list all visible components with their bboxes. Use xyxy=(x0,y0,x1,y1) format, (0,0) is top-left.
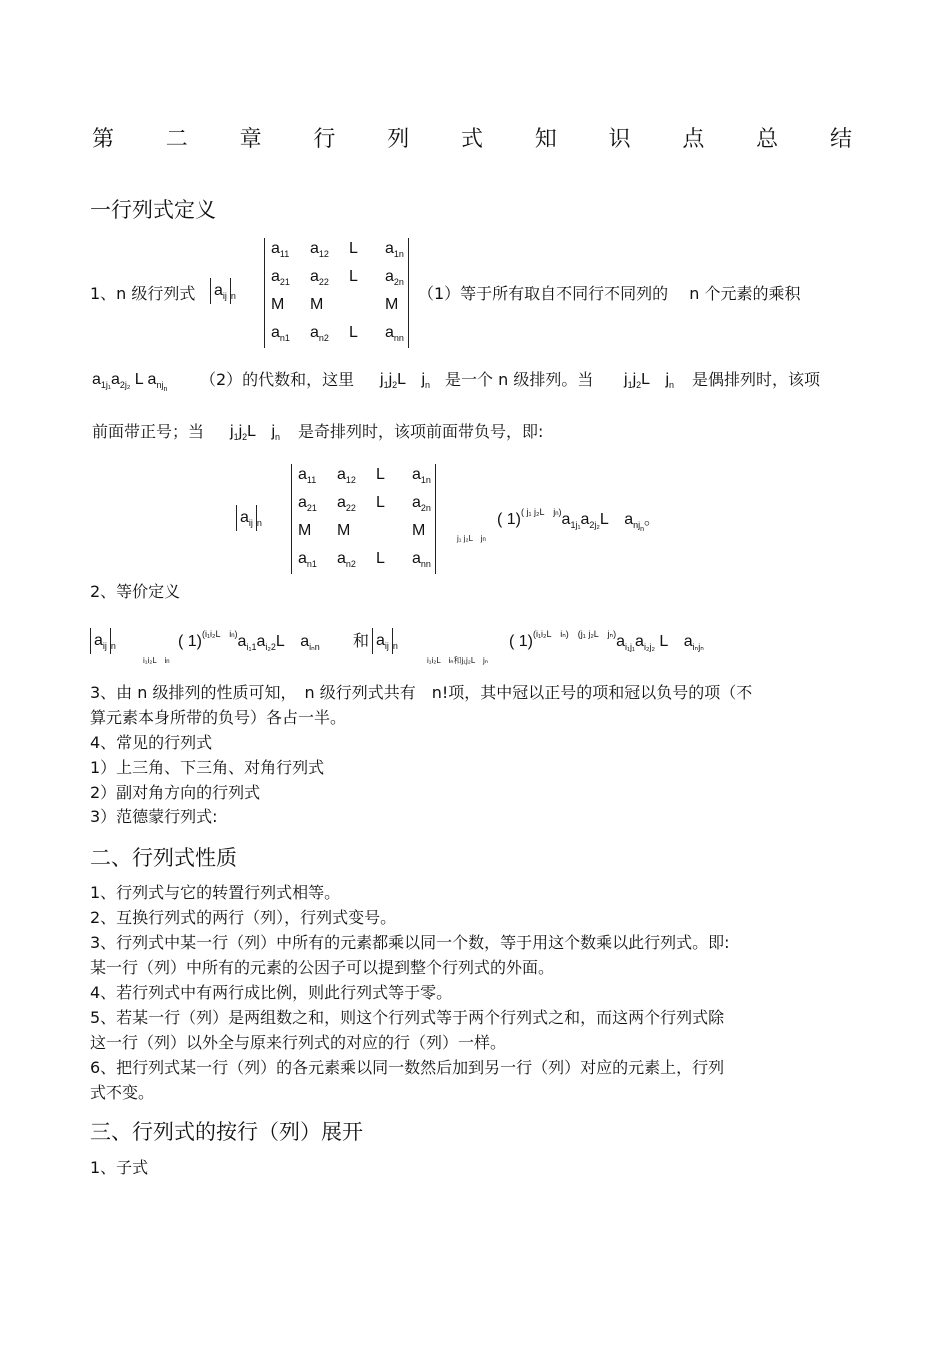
matrix-entry: $a_{nn}$ xyxy=(385,324,404,343)
def1-line3-b: 是奇排列时，该项前面带负号，即: xyxy=(298,422,544,441)
determinant-matrix-1 xyxy=(264,238,409,348)
title-char: 点 xyxy=(682,127,705,152)
section-heading-expansion: 三、行列式的按行（列）展开 xyxy=(90,1120,363,1144)
page-title xyxy=(92,122,852,153)
property-line: 2、互换行列式的两行（列），行列式变号。 xyxy=(90,908,397,927)
para-3-line2: 算元素本身所带的负号）各占一半。 xyxy=(90,708,347,727)
perm-j: $j_1j_2L$ $j_n$ xyxy=(380,371,431,390)
para-4-2: 2）副对角方向的行列式 xyxy=(90,783,261,802)
def2-heading: 2、等价定义 xyxy=(90,582,181,601)
matrix-entry: $a_{22}$ xyxy=(310,268,329,287)
matrix-entry: $a_{12}$ xyxy=(337,466,356,485)
para-4-3: 3）范德蒙行列式: xyxy=(90,807,218,826)
expansion-item-1: 1、子式 xyxy=(90,1158,149,1177)
def2-and: 和 xyxy=(353,631,370,650)
sum-subscript: i₁i₂L iₙ和j₁j₂L jₙ xyxy=(427,656,488,665)
matrix-entry: $a_{22}$ xyxy=(337,494,356,513)
sign-formula: ( $1)^{( j_1 j_2L jn)}a_{1j_1}a_{2j_2}L$ $a_{nj_n}$。 xyxy=(497,507,661,533)
matrix-entry: L xyxy=(349,268,358,285)
title-char: 二 xyxy=(165,127,188,152)
equiv-formula-2-body: ( $1)^{(i_1i_2L i_n) (j_1 j_2L j_n)}a_{i_1j_1}a_{i_2j_2}$ L $a_{i_nj_n}$ xyxy=(509,629,704,652)
para-4: 4、常见的行列式 xyxy=(90,733,213,752)
det-symbol-aij: $a_{ij}$ $_n$ xyxy=(236,505,262,531)
matrix-entry: M xyxy=(385,296,399,313)
title-char: 识 xyxy=(608,127,631,152)
perm-j: $j_1j_2L$ $j_n$ xyxy=(230,423,281,442)
title-char: 行 xyxy=(313,127,336,152)
matrix-entry: $a_{1n}$ xyxy=(412,466,431,485)
section-heading-properties: 二、行列式性质 xyxy=(90,846,237,870)
def1-line2-b: 是一个 n 级排列。当 xyxy=(445,370,594,389)
matrix-entry: L xyxy=(376,494,385,511)
perm-j: $j_1j_2L$ $j_n$ xyxy=(624,371,675,390)
equiv-formula-1: $a_{ij}$ $_n$ xyxy=(90,628,116,654)
matrix-entry: L xyxy=(349,240,358,257)
def1-line2-a: （2）的代数和，这里 xyxy=(200,370,355,389)
matrix-entry: $a_{2n}$ xyxy=(385,268,404,287)
property-line: 式不变。 xyxy=(90,1083,155,1102)
para-3-line1: 3、由 n 级排列的性质可知， n 级行列式共有 n!项，其中冠以正号的项和冠以负号的项（不 xyxy=(90,683,753,702)
property-line: 6、把行列式某一行（列）的各元素乘以同一数然后加到另一行（列）对应的元素上，行列 xyxy=(90,1058,725,1077)
matrix-entry: $a_{n2}$ xyxy=(337,550,356,569)
property-line: 某一行（列）中所有的元素的公因子可以提到整个行列式的外面。 xyxy=(90,958,555,977)
property-line: 4、若行列式中有两行成比例，则此行列式等于零。 xyxy=(90,983,453,1002)
equiv-formula-2: $a_{ij}$ $_n$ xyxy=(372,628,398,654)
property-line: 5、若某一行（列）是两组数之和，则这个行列式等于两个行列式之和，而这两个行列式除 xyxy=(90,1008,725,1027)
matrix-entry: M xyxy=(337,522,351,539)
matrix-entry: $a_{n2}$ xyxy=(310,324,329,343)
matrix-entry: M xyxy=(310,296,324,313)
matrix-entry: M xyxy=(298,522,312,539)
title-char: 总 xyxy=(756,127,779,152)
sum-subscript: i₁i₂L in xyxy=(143,656,170,665)
title-char: 式 xyxy=(460,127,483,152)
title-char: 知 xyxy=(534,127,557,152)
section-heading-definition: 一行列式定义 xyxy=(90,198,216,222)
matrix-entry: $a_{21}$ xyxy=(271,268,290,287)
matrix-entry: L xyxy=(349,324,358,341)
def1-line2-c: 是偶排列时，该项 xyxy=(692,370,821,389)
matrix-entry: $a_{21}$ xyxy=(298,494,317,513)
matrix-entry: $a_{n1}$ xyxy=(298,550,317,569)
matrix-entry: M xyxy=(412,522,426,539)
def1-line3-a: 前面带正号；当 xyxy=(92,422,205,441)
property-line: 这一行（列）以外全与原来行列式的对应的行（列）一样。 xyxy=(90,1033,507,1052)
title-char: 列 xyxy=(387,127,410,152)
sum-subscript: j₁ j₂L jn xyxy=(457,534,486,543)
matrix-entry: $a_{11}$ xyxy=(271,240,290,259)
def1-text-after: （1）等于所有取自不同行不同列的 n 个元素的乘积 xyxy=(418,284,801,303)
def1-lead: 1、n 级行列式 xyxy=(90,284,196,303)
matrix-entry: $a_{n1}$ xyxy=(271,324,290,343)
title-char: 第 xyxy=(92,127,115,152)
matrix-entry: $a_{1n}$ xyxy=(385,240,404,259)
equiv-formula-1-body: ( $1)^{(i_1i_2L in)}a_{i_11}a_{i_22}L$ $a_{i_nn}$ xyxy=(178,629,320,652)
property-line: 3、行列式中某一行（列）中所有的元素都乘以同一个数，等于用这个数乘以此行列式。即: xyxy=(90,933,730,952)
matrix-entry: L xyxy=(376,466,385,483)
para-4-1: 1）上三角、下三角、对角行列式 xyxy=(90,758,325,777)
determinant-matrix-2 xyxy=(291,464,436,574)
title-char: 结 xyxy=(829,127,852,152)
product-terms: $a_{1j_1}a_{2j_2}$ L $a_{nj_n}$ xyxy=(92,371,168,393)
matrix-entry: L xyxy=(376,550,385,567)
property-line: 1、行列式与它的转置行列式相等。 xyxy=(90,883,341,902)
det-symbol-aij: $a_{ij}$ $_n$ xyxy=(210,278,236,304)
matrix-entry: $a_{2n}$ xyxy=(412,494,431,513)
matrix-entry: M xyxy=(271,296,285,313)
matrix-entry: $a_{12}$ xyxy=(310,240,329,259)
matrix-entry: $a_{11}$ xyxy=(298,466,317,485)
matrix-entry: $a_{nn}$ xyxy=(412,550,431,569)
title-char: 章 xyxy=(239,127,262,152)
